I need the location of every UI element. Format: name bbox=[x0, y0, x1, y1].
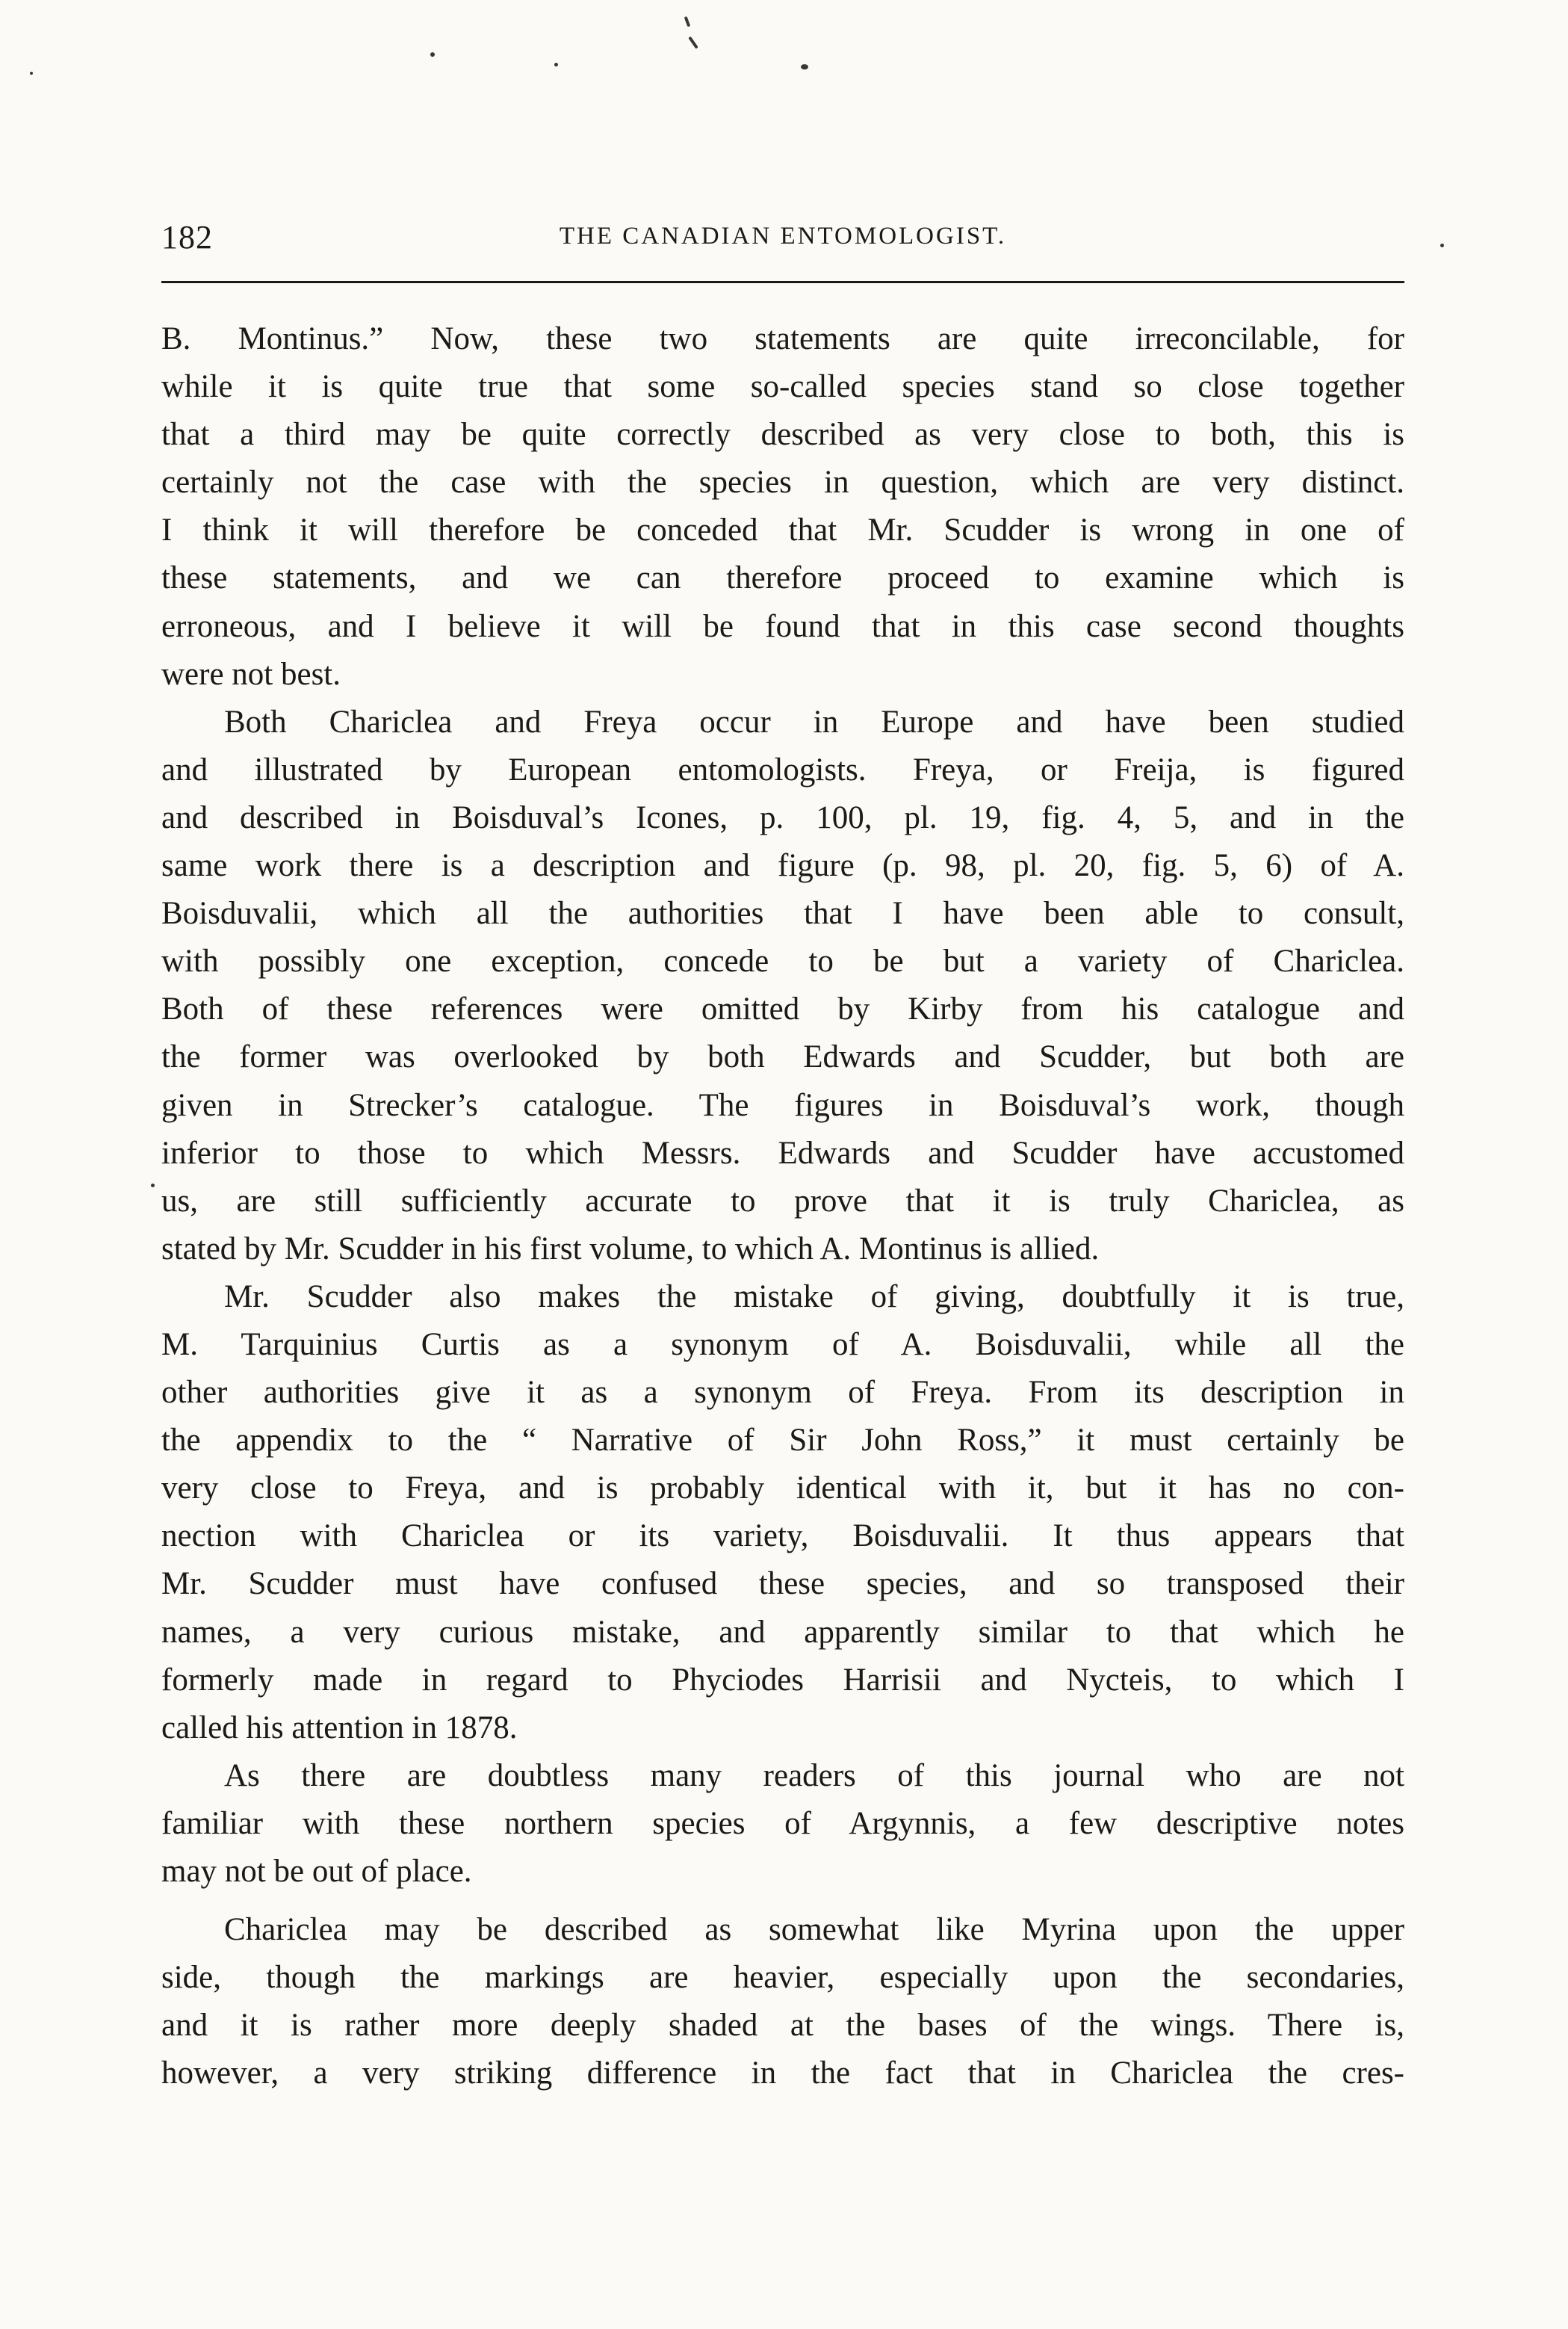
text-line: the former was overlooked by both Edwards and Scudder, but both are bbox=[161, 1039, 1404, 1075]
text-line: Both Chariclea and Freya occur in Europe and have been studied bbox=[224, 704, 1404, 740]
text-line: with possibly one exception, concede to be but a variety of Chariclea. bbox=[161, 944, 1404, 980]
paper-speck bbox=[151, 1184, 155, 1187]
text-line: may not be out of place. bbox=[161, 1854, 472, 1889]
text-line: Chariclea may be described as somewhat like Myrina upon the upper bbox=[224, 1912, 1404, 1948]
paper-speck bbox=[30, 72, 33, 75]
text-line: that a third may be quite correctly described as very close to both, this is bbox=[161, 417, 1404, 453]
text-line: very close to Freya, and is probably identical with it, but it has no con- bbox=[161, 1470, 1404, 1506]
text-line: certainly not the case with the species in question, which are very distinct. bbox=[161, 465, 1404, 501]
text-line: and it is rather more deeply shaded at the bases of the wings. There is, bbox=[161, 2008, 1404, 2044]
paper-speck bbox=[430, 52, 435, 57]
text-line: nection with Chariclea or its variety, Boisduvalii. It thus appears that bbox=[161, 1518, 1404, 1554]
header-rule bbox=[161, 281, 1404, 283]
text-line: given in Strecker’s catalogue. The figures in Boisduval’s work, though bbox=[161, 1087, 1404, 1123]
paragraph bbox=[161, 1752, 1404, 1896]
paragraph bbox=[161, 699, 1404, 1273]
paper-speck bbox=[688, 36, 698, 49]
text-line: inferior to those to which Messrs. Edwards and Scudder have accustomed bbox=[161, 1135, 1404, 1171]
text-line: other authorities give it as a synonym of Freya. From its description in bbox=[161, 1375, 1404, 1411]
text-line: however, a very striking difference in the fact that in Chariclea the cres- bbox=[161, 2056, 1404, 2091]
paper-speck bbox=[801, 64, 808, 69]
text-line: Both of these references were omitted by Kirby from his catalogue and bbox=[161, 992, 1404, 1027]
text-line: names, a very curious mistake, and apparently similar to that which he bbox=[161, 1614, 1404, 1650]
paper-speck bbox=[1440, 244, 1444, 247]
text-line: us, are still sufficiently accurate to prove that it is truly Chariclea, as bbox=[161, 1183, 1404, 1219]
text-line: stated by Mr. Scudder in his first volume, to which A. Montinus is allied. bbox=[161, 1231, 1100, 1266]
text-line: side, though the markings are heavier, especially upon the secondaries, bbox=[161, 1960, 1404, 1996]
text-line: were not best. bbox=[161, 656, 341, 692]
text-line: and described in Boisduval’s Icones, p. 100, pl. 19, fig. 4, 5, and in the bbox=[161, 799, 1404, 835]
text-line: erroneous, and I believe it will be found that in this case second thoughts bbox=[161, 608, 1404, 644]
text-line: called his attention in 1878. bbox=[161, 1710, 518, 1745]
paper-speck bbox=[684, 16, 691, 28]
text-line: I think it will therefore be conceded that Mr. Scudder is wrong in one of bbox=[161, 513, 1404, 548]
paragraph bbox=[161, 1906, 1404, 2097]
paper-speck bbox=[554, 63, 558, 67]
text-line: M. Tarquinius Curtis as a synonym of A. Boisduvalii, while all the bbox=[161, 1326, 1404, 1362]
text-line: same work there is a description and figure (p. 98, pl. 20, fig. 5, 6) of A. bbox=[161, 848, 1404, 884]
text-line: Mr. Scudder must have confused these species, and so transposed their bbox=[161, 1566, 1404, 1602]
text-line: the appendix to the “ Narrative of Sir John Ross,” it must certainly be bbox=[161, 1423, 1404, 1459]
text-line: these statements, and we can therefore proceed to examine which is bbox=[161, 560, 1404, 596]
text-line: familiar with these northern species of Argynnis, a few descriptive notes bbox=[161, 1805, 1404, 1841]
text-line: B. Montinus.” Now, these two statements are quite irreconcilable, for bbox=[161, 321, 1404, 356]
text-line: Mr. Scudder also makes the mistake of giving, doubtfully it is true, bbox=[224, 1278, 1404, 1314]
article-body bbox=[161, 315, 1404, 2097]
page-number: 182 bbox=[161, 219, 213, 256]
text-line: and illustrated by European entomologists. Freya, or Freija, is figured bbox=[161, 752, 1404, 788]
text-line: Boisduvalii, which all the authorities that I have been able to consult, bbox=[161, 896, 1404, 932]
text-line: formerly made in regard to Phyciodes Harrisii and Nycteis, to which I bbox=[161, 1662, 1404, 1698]
text-line: while it is quite true that some so-called species stand so close together bbox=[161, 369, 1404, 405]
page-header bbox=[161, 218, 1404, 263]
paragraph bbox=[161, 315, 1404, 699]
paragraph bbox=[161, 1273, 1404, 1752]
running-head: THE CANADIAN ENTOMOLOGIST. bbox=[559, 223, 1007, 250]
text-line: As there are doubtless many readers of this journal who are not bbox=[224, 1757, 1404, 1793]
